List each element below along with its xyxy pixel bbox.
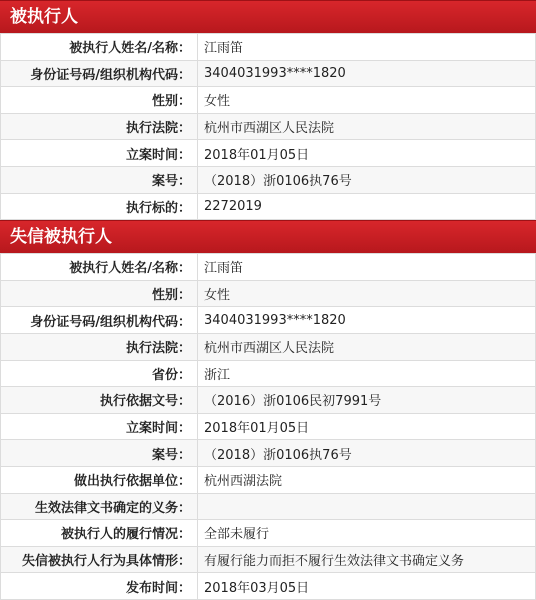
row-value: 江雨笛	[198, 254, 536, 281]
table-row	[1, 387, 536, 414]
section-header-dishonest-executee: 失信被执行人	[0, 220, 536, 253]
row-label: 被执行人的履行情况：	[1, 520, 198, 547]
row-value: 3404031993****1820	[198, 307, 536, 334]
table-row	[1, 113, 536, 140]
row-value: 2018年01月05日	[198, 413, 536, 440]
row-label: 立案时间：	[1, 140, 198, 167]
row-value: 杭州市西湖区人民法院	[198, 113, 536, 140]
table-row	[1, 87, 536, 114]
table-row	[1, 166, 536, 193]
row-label: 性别：	[1, 87, 198, 114]
row-value: 杭州西湖法院	[198, 466, 536, 493]
table-row	[1, 493, 536, 520]
table-row	[1, 193, 536, 220]
table-row	[1, 254, 536, 281]
table-row	[1, 413, 536, 440]
row-label: 性别：	[1, 280, 198, 307]
executee-table	[0, 33, 536, 220]
row-value: 杭州市西湖区人民法院	[198, 333, 536, 360]
row-value: 浙江	[198, 360, 536, 387]
row-value: 女性	[198, 280, 536, 307]
table-row	[1, 546, 536, 573]
row-value: 全部未履行	[198, 520, 536, 547]
row-label: 被执行人姓名/名称：	[1, 254, 198, 281]
row-value: （2018）浙0106执76号	[198, 166, 536, 193]
row-label: 案号：	[1, 166, 198, 193]
row-value: 女性	[198, 87, 536, 114]
row-label: 生效法律文书确定的义务：	[1, 493, 198, 520]
table-row	[1, 60, 536, 87]
row-label: 被执行人姓名/名称：	[1, 34, 198, 61]
row-label: 执行标的：	[1, 193, 198, 220]
row-label: 做出执行依据单位：	[1, 466, 198, 493]
table-row	[1, 440, 536, 467]
table-row	[1, 466, 536, 493]
row-label: 省份：	[1, 360, 198, 387]
row-value: 3404031993****1820	[198, 60, 536, 87]
row-label: 身份证号码/组织机构代码：	[1, 60, 198, 87]
section-header-executee: 被执行人	[0, 0, 536, 33]
row-value: 2018年01月05日	[198, 140, 536, 167]
row-value: 江雨笛	[198, 34, 536, 61]
table-row	[1, 307, 536, 334]
row-label: 执行法院：	[1, 113, 198, 140]
row-label: 案号：	[1, 440, 198, 467]
row-label: 执行依据文号：	[1, 387, 198, 414]
table-row	[1, 333, 536, 360]
row-label: 失信被执行人行为具体情形：	[1, 546, 198, 573]
row-label: 立案时间：	[1, 413, 198, 440]
row-value: 2272019	[198, 193, 536, 220]
table-row	[1, 573, 536, 600]
row-value: 有履行能力而拒不履行生效法律文书确定义务	[198, 546, 536, 573]
row-value: （2018）浙0106执76号	[198, 440, 536, 467]
row-label: 执行法院：	[1, 333, 198, 360]
row-value: （2016）浙0106民初7991号	[198, 387, 536, 414]
row-value	[198, 493, 536, 520]
row-label: 身份证号码/组织机构代码：	[1, 307, 198, 334]
dishonest-executee-table	[0, 253, 536, 600]
table-row	[1, 360, 536, 387]
row-label: 发布时间：	[1, 573, 198, 600]
table-row	[1, 280, 536, 307]
table-row	[1, 34, 536, 61]
table-row	[1, 520, 536, 547]
row-value: 2018年03月05日	[198, 573, 536, 600]
table-row	[1, 140, 536, 167]
